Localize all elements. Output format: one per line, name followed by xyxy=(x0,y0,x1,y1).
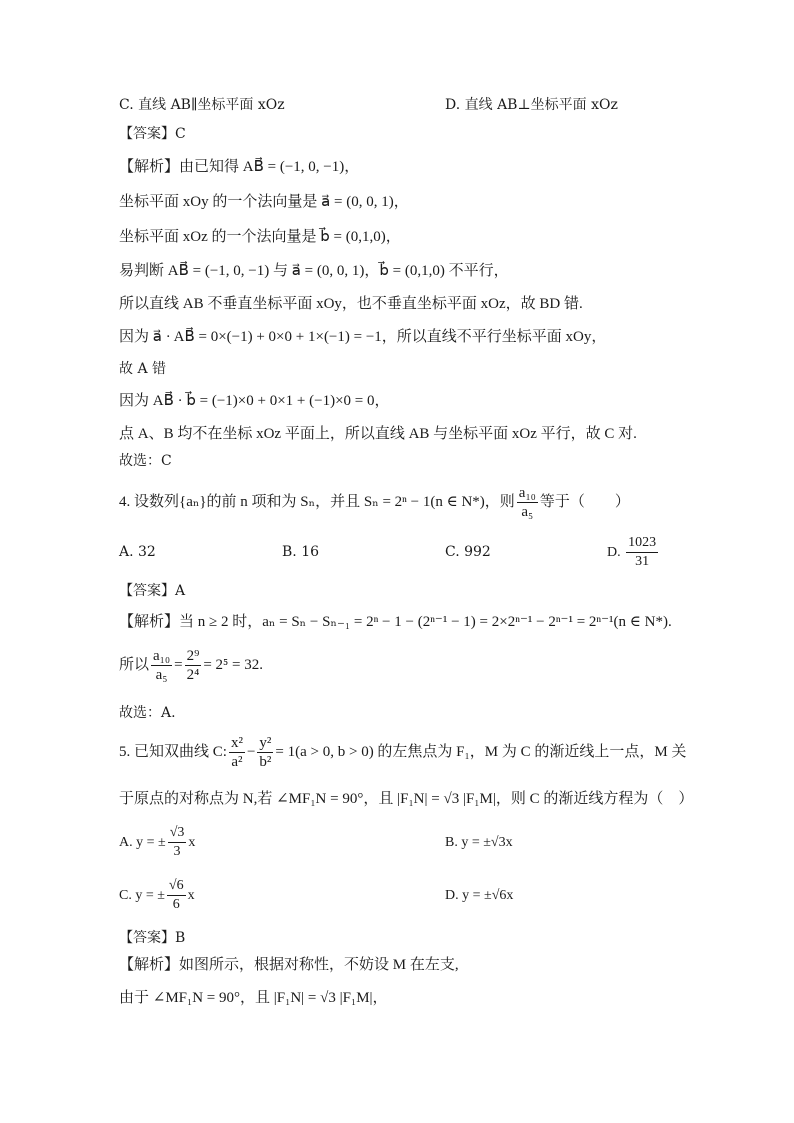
q4-analysis-line-2 xyxy=(119,645,263,685)
q3-option-d: D. 直线 AB⊥坐标平面 xOz xyxy=(445,97,618,113)
q4-answer: 【答案】A xyxy=(119,583,186,599)
q5-stem-prefix: 5. 已知双曲线 C: xyxy=(119,744,227,760)
q3-conclusion: 故选：C xyxy=(119,453,172,469)
q4-option-d-label: D. xyxy=(607,545,621,560)
q5-stem-fraction-x xyxy=(229,734,245,771)
q5-stem-fx-den: a² xyxy=(231,754,243,771)
q5-stem-fy-den: b² xyxy=(259,754,272,771)
q5-stem-line-2: 于原点的对称点为 N,若 ∠MF₁N = 90°，且 |F₁N| = √3 |F₁M|，则 C 的渐近线方程为（ ） xyxy=(119,791,694,807)
q4-stem xyxy=(119,482,630,522)
q4-analysis-2-f1-num: a₁₀ xyxy=(153,648,171,665)
q5-stem-suffix: = 1(a > 0, b > 0) 的左焦点为 F₁，M 为 C 的渐近线上一点，M 关 xyxy=(275,744,687,760)
q4-option-d-num: 1023 xyxy=(626,534,658,553)
q4-option-d-den: 31 xyxy=(635,554,650,570)
q4-stem-fraction-den: a₅ xyxy=(521,504,534,521)
q3-analysis-line-1: 【解析】由已知得 AB⃗ = (−1, 0, −1)， xyxy=(119,159,360,175)
q5-option-c-fraction xyxy=(167,877,186,914)
q5-option-c-prefix: C. y = ± xyxy=(119,888,165,903)
q5-option-a-suffix: x xyxy=(188,835,196,850)
q5-analysis-line-1: 【解析】如图所示，根据对称性，不妨设 M 在左支, xyxy=(119,957,459,973)
q4-stem-fraction-num: a₁₀ xyxy=(518,485,536,502)
q5-option-b: B. y = ±√3x xyxy=(445,835,513,850)
q4-conclusion: 故选：A. xyxy=(119,705,176,721)
q3-analysis-line-6: 因为 a⃗ · AB⃗ = 0×(−1) + 0×0 + 1×(−1) = −1，所以直线不平行坐标平面 xOy， xyxy=(119,329,607,345)
q4-stem-fraction xyxy=(517,484,538,521)
q5-option-a-num: √3 xyxy=(168,824,187,843)
q4-option-b: B. 16 xyxy=(282,544,320,560)
q3-analysis-line-7: 故 A 错 xyxy=(119,361,167,377)
q4-analysis-2-suffix: = 2⁵ = 32. xyxy=(203,657,263,673)
q5-stem-fx-num: x² xyxy=(230,735,243,752)
q5-option-a-prefix: A. y = ± xyxy=(119,835,166,850)
q3-analysis-line-2: 坐标平面 xOy 的一个法向量是 a⃗ = (0, 0, 1)， xyxy=(119,194,409,210)
q5-option-d: D. y = ±√6x xyxy=(445,888,514,903)
q4-option-a: A. 32 xyxy=(119,544,156,560)
q4-stem-suffix: 等于（ ） xyxy=(539,494,630,510)
q5-analysis-line-2: 由于 ∠MF₁N = 90°，且 |F₁N| = √3 |F₁M|， xyxy=(119,990,388,1006)
q3-analysis-line-3: 坐标平面 xOz 的一个法向量是 b⃗ = (0,1,0)， xyxy=(119,229,401,245)
q3-answer: 【答案】C xyxy=(119,126,186,142)
q4-analysis-2-f2-den: 2⁴ xyxy=(186,667,200,684)
q4-option-d-fraction xyxy=(626,534,658,571)
q3-analysis-line-4: 易判断 AB⃗ = (−1, 0, −1) 与 a⃗ = (0, 0, 1)，b⃗ = (0,1,0) 不平行， xyxy=(119,263,509,279)
q5-stem-minus: − xyxy=(246,744,256,760)
q4-analysis-line-1: 【解析】当 n ≥ 2 时，aₙ = Sₙ − Sₙ₋₁ = 2ⁿ − 1 − (2ⁿ⁻¹ − 1) = 2×2ⁿ⁻¹ − 2ⁿ⁻¹ = 2ⁿ⁻¹(n ∈ N*). xyxy=(119,614,672,630)
q5-option-a xyxy=(119,823,195,863)
q5-option-c-den: 6 xyxy=(172,897,180,913)
q4-analysis-2-equals: = xyxy=(174,657,183,673)
q3-analysis-line-8: 因为 AB⃗ · b⃗ = (−1)×0 + 0×1 + (−1)×0 = 0， xyxy=(119,393,390,409)
q4-analysis-2-prefix: 所以 xyxy=(119,657,150,673)
q4-analysis-2-f1-den: a₅ xyxy=(155,667,168,684)
q4-analysis-2-fraction-1 xyxy=(151,647,172,684)
q4-option-d xyxy=(607,533,660,573)
q5-stem-fy-num: y² xyxy=(259,735,272,752)
q3-analysis-line-5: 所以直线 AB 不垂直坐标平面 xOy，也不垂直坐标平面 xOz，故 BD 错. xyxy=(119,296,583,312)
q4-analysis-2-fraction-2 xyxy=(185,647,202,684)
q5-option-c-num: √6 xyxy=(167,877,186,896)
q5-option-c-suffix: x xyxy=(187,888,195,903)
q5-stem-fraction-y xyxy=(257,734,273,771)
q5-option-c xyxy=(119,876,195,916)
q4-analysis-2-f2-num: 2⁹ xyxy=(186,648,200,665)
q5-stem-line-1 xyxy=(119,732,686,772)
q3-analysis-line-9: 点 A、B 均不在坐标 xOz 平面上，所以直线 AB 与坐标平面 xOz 平行，故 C 对. xyxy=(119,426,637,442)
q3-option-c: C. 直线 AB∥坐标平面 xOz xyxy=(119,97,285,113)
q4-option-c: C. 992 xyxy=(445,544,491,560)
q5-option-a-den: 3 xyxy=(173,844,181,860)
q4-stem-prefix: 4. 设数列{aₙ}的前 n 项和为 Sₙ，并且 Sₙ = 2ⁿ − 1(n ∈ N*)，则 xyxy=(119,494,515,510)
q5-answer: 【答案】B xyxy=(119,930,186,946)
q5-option-a-fraction xyxy=(168,824,187,861)
